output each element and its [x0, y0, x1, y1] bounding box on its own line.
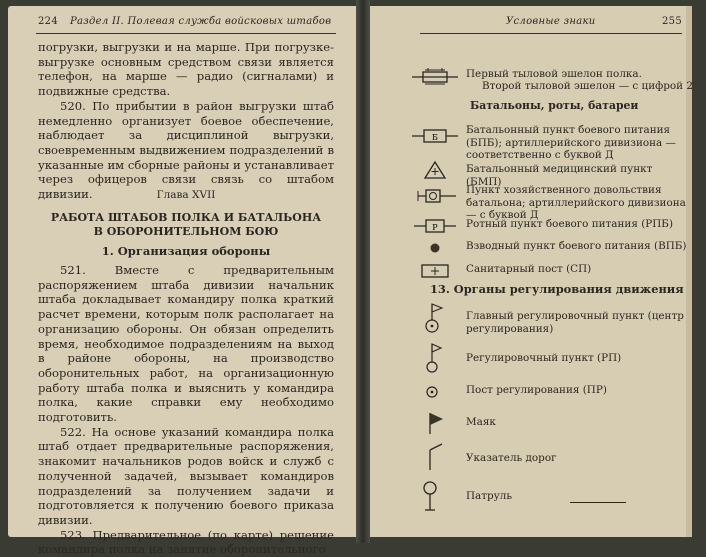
supply-point-icon: [410, 184, 460, 210]
legend-text-bpb: Батальонный пункт боевого питания (БПБ); артиллерийского дивизиона — соответственно с буквой Д: [466, 124, 676, 161]
chapter-title-line1: РАБОТА ШТАБОВ ПОЛКА И БАТАЛЬОНА: [50, 211, 322, 224]
legend-text-road-sign: Указатель дорог: [466, 452, 557, 464]
legend-text-traffic-post: Пост регулирования (ПР): [466, 384, 607, 396]
legend-text-echelon-2: Второй тыловой эшелон — с цифрой 2: [482, 80, 693, 92]
right-page: [370, 6, 692, 537]
svg-text:Р: Р: [432, 223, 438, 232]
main-traffic-point-icon: [410, 302, 460, 334]
bmp-icon: [410, 159, 460, 185]
legend-text-supply: Пункт хозяйственного довольствия батальона; артиллерийского дивизиона — с буквой Д: [466, 184, 686, 221]
legend-text-beacon: Маяк: [466, 416, 496, 428]
traffic-point-icon: [410, 342, 460, 374]
section-heading: 1. Организация обороны: [101, 244, 271, 258]
legend-text-traffic-point: Регулировочный пункт (РП): [466, 352, 622, 364]
paragraph-522: 522. На основе указаний командира полка штаб отдает предварительные распоряжения, знакомит начальников родов войск и служб с полученной задачей, вызывает командиров подразделений за получением задачи и подготовляется к получению боевого приказа дивизии.: [38, 424, 334, 527]
patrol-icon: [410, 480, 460, 512]
legend-text-rpb: Ротный пункт боевого питания (РПБ): [466, 218, 673, 230]
header-rule-right: [420, 33, 682, 34]
paragraph-continued: погрузки, выгрузки и на марше. При погрузке-выгрузке основным средством связи является телефон, на марше — радио (сигналами) и подвижные средства.: [38, 40, 334, 99]
header-rule-left: [36, 33, 336, 34]
road-sign-icon: [410, 442, 460, 472]
left-page: [8, 6, 356, 557]
book-gutter: [356, 0, 370, 543]
paragraph-521: 521. Вместе с предварительным распоряжением штаба дивизии начальник штаба докладывает командиру полка краткий расчет времени, которым полк располагает на организацию обороны. Он обязан определить время, необходимое подразделениям на выход в районе обороны, на производство оборонительных работ, на организационную работу штаба полка и выяснить у командира полка, какие справки ему необходимо подготовить.: [38, 263, 334, 425]
echelon-icon: [410, 68, 460, 94]
section-13-heading: 13. Органы регулирования движения: [430, 282, 684, 296]
paragraph-520: 520. По прибытии в район выгрузки штаб немедленно организует боевое обеспечение, наблюдает за дисциплиной выгрузки, своевременным выдвижением подразделений в указанные им сборные районы и устанавливает через офицеров связи связь со штабом дивизии.: [38, 98, 334, 202]
legend-text-bmp: Батальонный медицинский пункт (БМП): [466, 163, 653, 188]
running-header-left: Раздел II. Полевая служба войсковых штабов: [70, 16, 332, 27]
beacon-icon: [410, 410, 460, 438]
page-number-right: 255: [662, 16, 682, 27]
page-number-left: 224: [38, 16, 58, 27]
running-header-right: Условные знаки: [506, 16, 596, 27]
text-block-main: [38, 263, 334, 557]
subheading-battalions: Батальоны, роты, батареи: [470, 99, 639, 112]
legend-text-echelon: Первый тыловой эшелон полка.: [466, 68, 642, 80]
legend-text-patrol: Патруль: [466, 490, 513, 502]
legend-text-main-traffic: Главный регулировочный пункт (центр регулирования): [466, 310, 684, 335]
traffic-post-icon: [410, 380, 460, 406]
paragraph-523: 523. Предварительное (по карте) решение командира полка на занятие оборонительного: [38, 527, 334, 557]
legend-text-sp: Санитарный пост (СП): [466, 263, 592, 275]
legend-text-vpb: Взводный пункт боевого питания (ВПБ): [466, 240, 687, 252]
chapter-number: Глава XVII: [156, 189, 216, 201]
bpb-icon: [410, 124, 460, 150]
rule-line: [570, 502, 626, 503]
text-block-top: [38, 40, 334, 202]
svg-text:Б: Б: [432, 133, 438, 142]
chapter-title-line2: В ОБОРОНИТЕЛЬНОМ БОЮ: [93, 225, 279, 238]
